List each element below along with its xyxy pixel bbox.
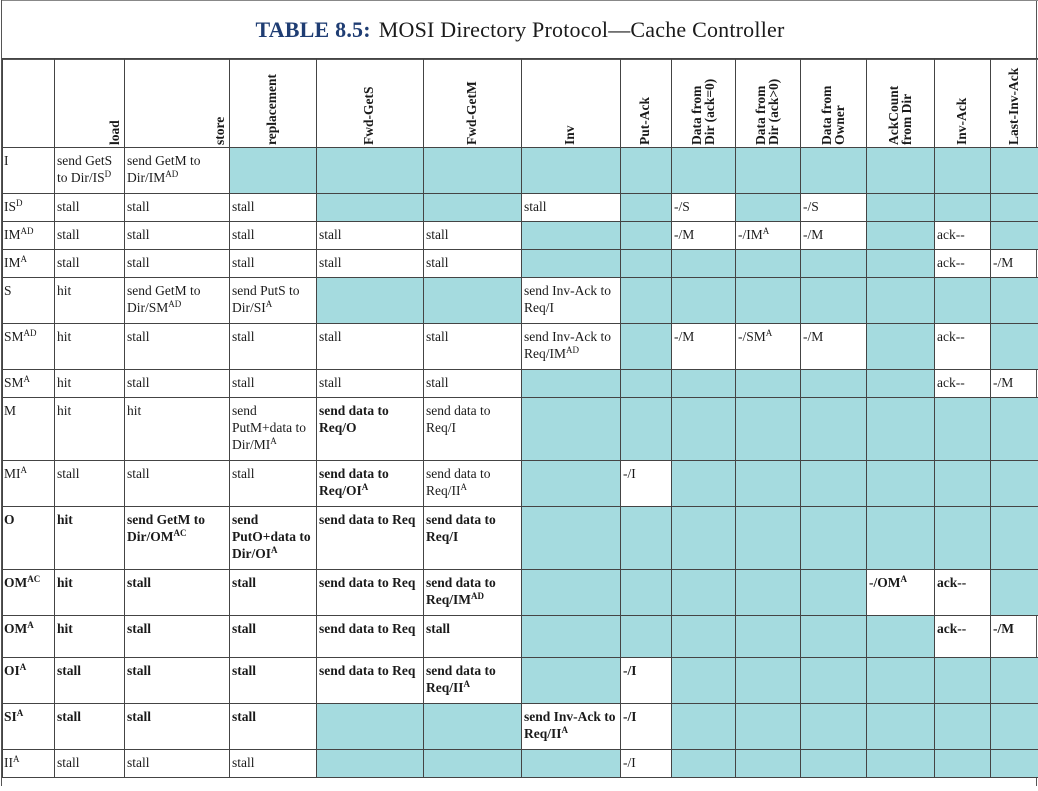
column-label-put-ack: Put-Ack — [637, 97, 652, 145]
table-row — [3, 616, 1038, 658]
action-cell: stall — [317, 324, 424, 370]
action-cell: stall — [125, 658, 230, 704]
action-cell: stall — [424, 324, 522, 370]
action-cell: -/M — [801, 324, 867, 370]
action-cell: stall — [125, 194, 230, 222]
action-cell: send data to Req/O — [317, 398, 424, 461]
state-cell: $SM^A$ — [3, 370, 55, 398]
shaded-cell — [935, 658, 991, 704]
shaded-cell — [801, 750, 867, 778]
shaded-cell — [424, 278, 522, 324]
state-cell: $IS^D$ — [3, 194, 55, 222]
table-row — [3, 370, 1038, 398]
column-label-store: store — [212, 116, 227, 145]
state-cell: $II^A$ — [3, 750, 55, 778]
action-cell: send PutS to Dir/$SI^A$ — [230, 278, 317, 324]
shaded-cell — [736, 750, 801, 778]
state-cell: $OI^A$ — [3, 658, 55, 704]
shaded-cell — [672, 616, 736, 658]
action-cell: send data to Req/$II^A$ — [424, 658, 522, 704]
action-cell: $-/IM^A$ — [736, 222, 801, 250]
action-cell: -/I — [621, 658, 672, 704]
shaded-cell — [801, 370, 867, 398]
state-cell: $SM^{AD}$ — [3, 324, 55, 370]
action-cell: send data to Req — [317, 616, 424, 658]
action-cell: stall — [125, 222, 230, 250]
shaded-cell — [801, 570, 867, 616]
shaded-cell — [621, 324, 672, 370]
action-cell: stall — [125, 704, 230, 750]
action-cell: stall — [424, 250, 522, 278]
action-cell: send Inv-Ack to Req/I — [522, 278, 621, 324]
state-cell: $SI^A$ — [3, 704, 55, 750]
action-cell: stall — [125, 750, 230, 778]
column-label-inv: Inv — [562, 125, 577, 145]
shaded-cell — [672, 370, 736, 398]
action-cell: send data to Req — [317, 507, 424, 570]
state-cell: $IM^A$ — [3, 250, 55, 278]
action-cell: ack-- — [935, 324, 991, 370]
action-cell: stall — [424, 222, 522, 250]
action-cell: -/M — [672, 222, 736, 250]
action-cell: ack-- — [935, 222, 991, 250]
shaded-cell — [867, 616, 935, 658]
shaded-cell — [991, 324, 1038, 370]
action-cell: stall — [230, 704, 317, 750]
shaded-cell — [522, 250, 621, 278]
action-cell: send data to Req/$II^A$ — [424, 461, 522, 507]
state-cell: $MI^A$ — [3, 461, 55, 507]
column-header-data-from-dir-ack-0 — [736, 59, 801, 148]
action-cell: -/M — [991, 616, 1038, 658]
state-cell: M — [3, 398, 55, 461]
shaded-cell — [522, 222, 621, 250]
action-cell: send data to Req — [317, 658, 424, 704]
action-cell: send GetM to Dir/$SM^{AD}$ — [125, 278, 230, 324]
header-row — [3, 59, 1038, 148]
table-row — [3, 507, 1038, 570]
state-cell: I — [3, 148, 55, 194]
shaded-cell — [736, 704, 801, 750]
shaded-cell — [867, 398, 935, 461]
shaded-cell — [317, 194, 424, 222]
shaded-cell — [736, 616, 801, 658]
table-row — [3, 461, 1038, 507]
shaded-cell — [867, 250, 935, 278]
action-cell: -/M — [672, 324, 736, 370]
shaded-cell — [621, 370, 672, 398]
column-label-data-from-dir-ack-0: Data from Dir (ack=0) — [688, 78, 717, 145]
action-cell: $-/OM^A$ — [867, 570, 935, 616]
table-title: MOSI Directory Protocol—Cache Controller — [378, 17, 785, 42]
action-cell: $-/SM^A$ — [736, 324, 801, 370]
shaded-cell — [801, 250, 867, 278]
shaded-cell — [230, 148, 317, 194]
column-label-inv-ack: Inv-Ack — [953, 97, 969, 145]
action-cell: send GetS to Dir/$IS^D$ — [55, 148, 125, 194]
action-cell: stall — [55, 461, 125, 507]
state-cell: $OM^A$ — [3, 616, 55, 658]
corner-cell — [3, 59, 55, 148]
shaded-cell — [867, 658, 935, 704]
state-cell: $IM^{AD}$ — [3, 222, 55, 250]
action-cell: hit — [55, 398, 125, 461]
shaded-cell — [317, 750, 424, 778]
shaded-cell — [424, 750, 522, 778]
action-cell: stall — [125, 461, 230, 507]
action-cell: stall — [55, 194, 125, 222]
shaded-cell — [672, 398, 736, 461]
action-cell: stall — [230, 194, 317, 222]
shaded-cell — [991, 507, 1038, 570]
shaded-cell — [621, 570, 672, 616]
action-cell: stall — [230, 370, 317, 398]
column-label-fwd-gets: Fwd-GetS — [361, 86, 376, 145]
state-cell: $OM^{AC}$ — [3, 570, 55, 616]
shaded-cell — [935, 704, 991, 750]
column-header-replacement — [230, 59, 317, 148]
action-cell: stall — [55, 704, 125, 750]
table-row — [3, 570, 1038, 616]
action-cell: stall — [317, 250, 424, 278]
action-cell: stall — [125, 570, 230, 616]
column-header-inv — [522, 59, 621, 148]
shaded-cell — [317, 278, 424, 324]
shaded-cell — [672, 658, 736, 704]
column-label-last-inv-ack: Last-Inv-Ack — [1005, 67, 1021, 145]
column-header-inv-ack — [935, 59, 991, 148]
shaded-cell — [672, 278, 736, 324]
action-cell: stall — [125, 370, 230, 398]
shaded-cell — [991, 278, 1038, 324]
shaded-cell — [736, 194, 801, 222]
shaded-cell — [621, 507, 672, 570]
action-cell: send Inv-Ack to Req/$II^A$ — [522, 704, 621, 750]
shaded-cell — [935, 398, 991, 461]
shaded-cell — [522, 370, 621, 398]
column-header-data-from-owner — [801, 59, 867, 148]
shaded-cell — [621, 148, 672, 194]
action-cell: -/M — [991, 370, 1038, 398]
column-header-fwd-gets — [317, 59, 424, 148]
shaded-cell — [424, 704, 522, 750]
shaded-cell — [867, 461, 935, 507]
table-row — [3, 222, 1038, 250]
shaded-cell — [801, 507, 867, 570]
shaded-cell — [736, 507, 801, 570]
shaded-cell — [867, 194, 935, 222]
action-cell: -/S — [672, 194, 736, 222]
shaded-cell — [317, 148, 424, 194]
shaded-cell — [801, 148, 867, 194]
shaded-cell — [935, 507, 991, 570]
action-cell: hit — [55, 507, 125, 570]
shaded-cell — [672, 461, 736, 507]
protocol-table — [2, 58, 1038, 778]
shaded-cell — [736, 278, 801, 324]
table-row — [3, 148, 1038, 194]
column-header-put-ack — [621, 59, 672, 148]
shaded-cell — [991, 398, 1038, 461]
shaded-cell — [672, 507, 736, 570]
shaded-cell — [991, 750, 1038, 778]
action-cell: stall — [125, 250, 230, 278]
table-frame — [1, 0, 1037, 786]
action-cell: -/M — [991, 250, 1038, 278]
column-label-replacement: replacement — [264, 74, 279, 145]
shaded-cell — [621, 278, 672, 324]
action-cell: stall — [230, 250, 317, 278]
shaded-cell — [522, 750, 621, 778]
column-header-data-from-dir-ack-0 — [672, 59, 736, 148]
shaded-cell — [935, 461, 991, 507]
table-number: TABLE 8.5: — [255, 17, 371, 42]
action-cell: ack-- — [935, 250, 991, 278]
column-header-load — [55, 59, 125, 148]
action-cell: hit — [55, 370, 125, 398]
shaded-cell — [621, 616, 672, 658]
column-header-fwd-getm — [424, 59, 522, 148]
shaded-cell — [867, 704, 935, 750]
shaded-cell — [424, 194, 522, 222]
action-cell: stall — [230, 324, 317, 370]
action-cell: stall — [230, 616, 317, 658]
action-cell: -/I — [621, 750, 672, 778]
table-row — [3, 398, 1038, 461]
shaded-cell — [522, 148, 621, 194]
action-cell: stall — [230, 750, 317, 778]
shaded-cell — [801, 616, 867, 658]
action-cell: -/I — [621, 704, 672, 750]
shaded-cell — [867, 370, 935, 398]
column-header-ackcount-from-dir — [867, 59, 935, 148]
shaded-cell — [522, 658, 621, 704]
shaded-cell — [621, 398, 672, 461]
shaded-cell — [867, 278, 935, 324]
action-cell: send GetM to Dir/$IM^{AD}$ — [125, 148, 230, 194]
shaded-cell — [672, 148, 736, 194]
action-cell: stall — [424, 370, 522, 398]
action-cell: send Inv-Ack to Req/$IM^{AD}$ — [522, 324, 621, 370]
shaded-cell — [991, 222, 1038, 250]
shaded-cell — [736, 148, 801, 194]
action-cell: stall — [230, 570, 317, 616]
action-cell: stall — [55, 658, 125, 704]
shaded-cell — [736, 250, 801, 278]
action-cell: stall — [230, 461, 317, 507]
shaded-cell — [672, 704, 736, 750]
shaded-cell — [672, 250, 736, 278]
action-cell: send data to Req — [317, 570, 424, 616]
table-row — [3, 324, 1038, 370]
state-cell: O — [3, 507, 55, 570]
shaded-cell — [801, 398, 867, 461]
shaded-cell — [867, 148, 935, 194]
action-cell: send data to Req/I — [424, 507, 522, 570]
action-cell: send data to Req/$IM^{AD}$ — [424, 570, 522, 616]
shaded-cell — [991, 461, 1038, 507]
shaded-cell — [935, 148, 991, 194]
shaded-cell — [736, 370, 801, 398]
column-label-fwd-getm: Fwd-GetM — [463, 81, 479, 145]
action-cell: stall — [317, 222, 424, 250]
action-cell: stall — [317, 370, 424, 398]
action-cell: stall — [55, 222, 125, 250]
column-header-last-inv-ack — [991, 59, 1038, 148]
shaded-cell — [317, 704, 424, 750]
action-cell: hit — [55, 616, 125, 658]
action-cell: stall — [55, 250, 125, 278]
shaded-cell — [522, 616, 621, 658]
action-cell: send GetM to Dir/$OM^{AC}$ — [125, 507, 230, 570]
shaded-cell — [424, 148, 522, 194]
shaded-cell — [736, 570, 801, 616]
column-header-store — [125, 59, 230, 148]
table-body — [3, 148, 1038, 778]
shaded-cell — [991, 570, 1038, 616]
shaded-cell — [621, 222, 672, 250]
shaded-cell — [801, 278, 867, 324]
shaded-cell — [867, 507, 935, 570]
shaded-cell — [991, 148, 1038, 194]
action-cell: ack-- — [935, 370, 991, 398]
action-cell: ack-- — [935, 570, 991, 616]
action-cell: hit — [55, 278, 125, 324]
shaded-cell — [801, 704, 867, 750]
column-label-data-from-owner: Data from Owner — [818, 85, 847, 145]
action-cell: stall — [55, 750, 125, 778]
action-cell: send data to Req/I — [424, 398, 522, 461]
shaded-cell — [672, 570, 736, 616]
action-cell: send PutO+data to Dir/$OI^A$ — [230, 507, 317, 570]
action-cell: -/S — [801, 194, 867, 222]
shaded-cell — [991, 194, 1038, 222]
table-row — [3, 194, 1038, 222]
shaded-cell — [991, 658, 1038, 704]
shaded-cell — [801, 461, 867, 507]
action-cell: stall — [230, 222, 317, 250]
action-cell: stall — [424, 616, 522, 658]
shaded-cell — [736, 658, 801, 704]
action-cell: stall — [125, 324, 230, 370]
table-caption — [2, 0, 1038, 60]
action-cell: -/M — [801, 222, 867, 250]
action-cell: stall — [522, 194, 621, 222]
shaded-cell — [867, 324, 935, 370]
shaded-cell — [522, 507, 621, 570]
shaded-cell — [736, 461, 801, 507]
action-cell: hit — [55, 324, 125, 370]
shaded-cell — [736, 398, 801, 461]
shaded-cell — [935, 750, 991, 778]
shaded-cell — [522, 570, 621, 616]
table-row — [3, 704, 1038, 750]
table-row — [3, 250, 1038, 278]
shaded-cell — [621, 194, 672, 222]
shaded-cell — [621, 250, 672, 278]
shaded-cell — [867, 222, 935, 250]
shaded-cell — [522, 398, 621, 461]
action-cell: send data to Req/$OI^A$ — [317, 461, 424, 507]
shaded-cell — [801, 658, 867, 704]
action-cell: hit — [125, 398, 230, 461]
action-cell: -/I — [621, 461, 672, 507]
state-cell: S — [3, 278, 55, 324]
shaded-cell — [935, 278, 991, 324]
table-row — [3, 750, 1038, 778]
column-label-ackcount-from-dir: AckCount from Dir — [885, 85, 914, 145]
shaded-cell — [935, 194, 991, 222]
table-row — [3, 658, 1038, 704]
action-cell: stall — [230, 658, 317, 704]
action-cell: ack-- — [935, 616, 991, 658]
action-cell: stall — [125, 616, 230, 658]
shaded-cell — [522, 461, 621, 507]
action-cell: send PutM+data to Dir/$MI^A$ — [230, 398, 317, 461]
table-row — [3, 278, 1038, 324]
action-cell: hit — [55, 570, 125, 616]
shaded-cell — [672, 750, 736, 778]
column-label-data-from-dir-ack-0: Data from Dir (ack>0) — [753, 78, 781, 145]
column-label-load: load — [107, 120, 122, 145]
shaded-cell — [867, 750, 935, 778]
shaded-cell — [991, 704, 1038, 750]
